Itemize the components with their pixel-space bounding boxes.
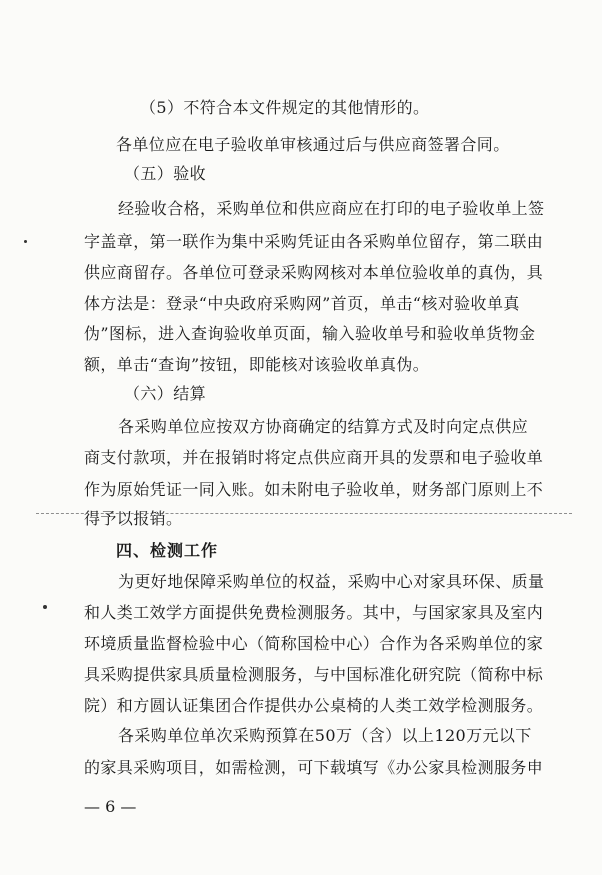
text-line-16: 为更好地保障采购单位的权益，采购中心对家具环保、质量 bbox=[118, 572, 545, 591]
scan-artifact-dot bbox=[43, 605, 47, 609]
text-line-5: 字盖章，第一联作为集中采购凭证由各采购单位留存，第二联由 bbox=[84, 232, 544, 251]
text-line-18: 环境质量监督检验中心（简称国检中心）合作为各采购单位的家 bbox=[84, 634, 544, 653]
text-line-8: 伪”图标，进入查询验收单页面，输入验收单号和验收单货物金 bbox=[84, 324, 536, 343]
text-line-6: 供应商留存。各单位可登录采购网核对本单位验收单的真伪，具 bbox=[84, 263, 544, 282]
text-line-1: （5）不符合本文件规定的其他情形的。 bbox=[140, 98, 430, 117]
text-line-20: 院）和方圆认证集团合作提供办公桌椅的人类工效学检测服务。 bbox=[84, 696, 544, 715]
scan-artifact-dashed-line bbox=[36, 513, 572, 514]
section-heading-testing: 四、检测工作 bbox=[116, 541, 219, 560]
text-line-7: 体方法是：登录“中央政府采购网”首页，单击“核对验收单真 bbox=[84, 294, 520, 313]
text-line-19: 具采购提供家具质量检测服务，与中国标准化研究院（简称中标 bbox=[84, 665, 544, 684]
text-line-13: 作为原始凭证一同入账。如未附电子验收单，财务部门原则上不 bbox=[84, 480, 544, 499]
text-line-17: 和人类工效学方面提供免费检测服务。其中，与国家家具及室内 bbox=[84, 603, 544, 622]
text-line-12: 商支付款项，并在报销时将定点供应商开具的发票和电子验收单 bbox=[84, 448, 544, 467]
text-line-2: 各单位应在电子验收单审核通过后与供应商签署合同。 bbox=[116, 135, 510, 154]
text-line-14: 得予以报销。 bbox=[84, 509, 183, 528]
scan-artifact-dot bbox=[24, 240, 27, 243]
section-heading-acceptance: （五）验收 bbox=[124, 164, 207, 183]
section-heading-settlement: （六）结算 bbox=[124, 384, 207, 403]
text-line-22: 的家具采购项目，如需检测，可下载填写《办公家具检测服务申 bbox=[84, 758, 544, 777]
page-number: — 6 — bbox=[84, 797, 137, 816]
text-line-21: 各采购单位单次采购预算在50万（含）以上120万元以下 bbox=[118, 726, 532, 745]
text-line-11: 各采购单位应按双方协商确定的结算方式及时向定点供应 bbox=[118, 417, 529, 436]
text-line-4: 经验收合格，采购单位和供应商应在打印的电子验收单上签 bbox=[118, 199, 545, 218]
text-line-9: 额，单击“查询”按钮，即能核对该验收单真伪。 bbox=[84, 355, 430, 374]
